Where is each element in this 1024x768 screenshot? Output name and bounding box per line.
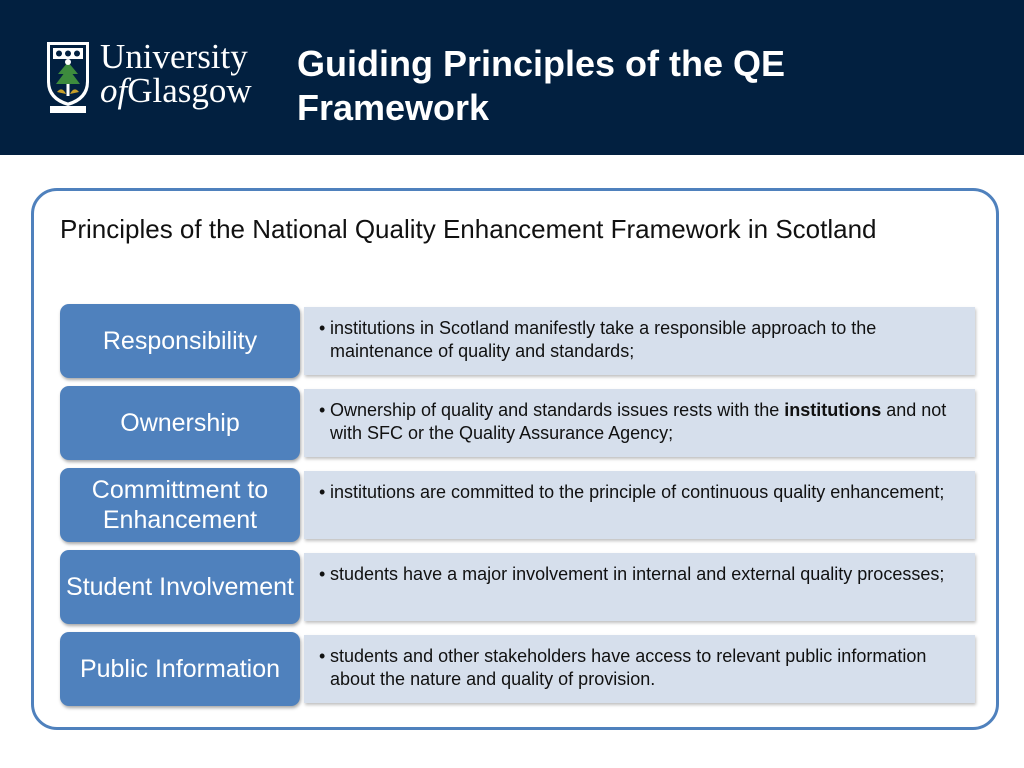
principle-text: students and other stakeholders have access to relevant public information about the nature and quality of provision. <box>330 646 927 689</box>
bullet: • <box>319 564 326 584</box>
principle-text: institutions are committed to the principle of continuous quality enhancement; <box>330 482 945 502</box>
principle-row-public-information <box>60 632 976 706</box>
principle-text: students have a major involvement in internal and external quality processes; <box>330 564 945 584</box>
page-title: Guiding Principles of the QE Framework <box>297 43 786 128</box>
principle-description <box>304 471 975 539</box>
principle-description <box>304 389 975 457</box>
principle-description <box>304 307 975 375</box>
principle-row-enhancement <box>60 468 976 542</box>
principle-label: Ownership <box>60 386 300 460</box>
panel-title: Principles of the National Quality Enhancement Framework in Scotland <box>60 214 877 244</box>
bullet: • <box>319 646 326 666</box>
principle-description <box>304 635 975 703</box>
principle-row-ownership <box>60 386 976 460</box>
logo-line-glasgow <box>100 71 252 110</box>
logo-line-university: University <box>100 37 248 76</box>
principle-description <box>304 553 975 621</box>
logo-wordmark <box>100 37 252 110</box>
bullet: • <box>319 400 326 420</box>
principle-row-responsibility <box>60 304 976 378</box>
bullet: • <box>319 318 326 338</box>
principle-label: Responsibility <box>60 304 300 378</box>
header-bar <box>0 0 1024 155</box>
principle-text: Ownership of quality and standards issues rests with the institutions and not with SFC or the Quality Assurance Agency; <box>330 400 947 443</box>
logo-of: of <box>100 71 128 110</box>
university-logo <box>44 37 269 114</box>
principle-label: Student Involvement <box>60 550 300 624</box>
university-crest-icon <box>44 40 92 114</box>
bullet: • <box>319 482 326 502</box>
principle-label: Committment to Enhancement <box>60 468 300 542</box>
principle-row-student-involvement <box>60 550 976 624</box>
principle-text: institutions in Scotland manifestly take a responsible approach to the maintenance of quality and standards; <box>330 318 877 361</box>
principle-label: Public Information <box>60 632 300 706</box>
logo-glasgow: Glasgow <box>127 71 252 110</box>
